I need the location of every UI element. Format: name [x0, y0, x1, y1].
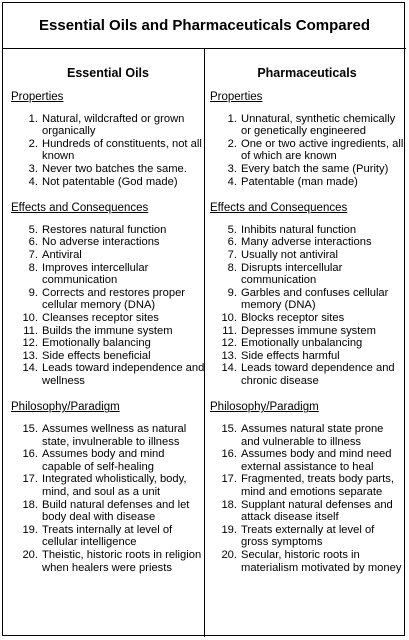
- list-item: [11, 176, 205, 189]
- item-number: 6.: [227, 236, 237, 249]
- item-text: Treats externally at level of gross symptoms: [241, 523, 375, 549]
- list-item: [210, 325, 404, 338]
- list-item: [11, 262, 205, 287]
- list-item: [11, 113, 205, 138]
- item-text: No adverse interactions: [42, 236, 160, 249]
- item-text: One or two active ingredients, all of which are known: [241, 137, 404, 163]
- item-number: 20.: [221, 549, 237, 561]
- list-item: [210, 262, 404, 287]
- list-item: [210, 236, 404, 249]
- section-title: Properties: [11, 91, 64, 103]
- item-number: 14.: [221, 362, 237, 375]
- item-text: Depresses immune system: [241, 324, 376, 337]
- section-title: Effects and Consequences: [11, 202, 149, 215]
- item-text: Assumes natural state prone and vulnerable to illness: [241, 423, 384, 448]
- list-item: [11, 138, 205, 163]
- item-text: Never two batches the same.: [42, 162, 187, 175]
- item-text: Assumes wellness as natural state, invulnerable to illness: [42, 423, 187, 448]
- list-item: [210, 312, 404, 325]
- list-item: [210, 224, 404, 237]
- column-heading: Pharmaceuticals: [257, 66, 357, 80]
- item-text: Emotionally unbalancing: [241, 337, 363, 350]
- list-item: [11, 448, 205, 473]
- item-number: 8.: [227, 261, 237, 274]
- item-text: Every batch the same (Purity): [241, 162, 389, 175]
- column-essential-oils: [11, 49, 205, 574]
- item-number: 5.: [28, 223, 38, 236]
- item-number: 15.: [22, 423, 38, 436]
- item-number: 11.: [222, 324, 237, 337]
- item-text: Treats internally at level of cellular intelligence: [42, 523, 173, 549]
- item-number: 3.: [227, 162, 237, 175]
- list-item: [11, 236, 205, 249]
- table-title: Essential Oils and Pharmaceuticals Compared: [3, 3, 406, 49]
- list-item: [11, 499, 205, 524]
- section-title: Properties: [210, 91, 263, 103]
- item-number: 12.: [22, 337, 38, 350]
- item-text: Garbles and confuses cellular memory (DNA): [241, 286, 389, 312]
- item-text: Hundreds of constituents, not all known: [42, 137, 202, 163]
- list-item: [11, 249, 205, 262]
- item-text: Blocks receptor sites: [241, 311, 345, 324]
- item-text: Cleanses receptor sites: [42, 311, 159, 324]
- column-heading: Essential Oils: [67, 66, 149, 80]
- list-item: [210, 176, 404, 189]
- item-text: Corrects and restores proper cellular memory (DNA): [42, 286, 186, 312]
- item-number: 6.: [28, 236, 38, 249]
- item-text: Restores natural function: [42, 223, 167, 236]
- item-number: 2.: [28, 137, 38, 150]
- list-item: [210, 163, 404, 176]
- list-item: [210, 113, 404, 138]
- item-number: 15.: [221, 423, 237, 436]
- item-number: 4.: [227, 175, 237, 188]
- item-text: Leads toward dependence and chronic disease: [241, 362, 395, 387]
- list-item: [210, 362, 404, 387]
- item-text: Leads toward independence and wellness: [42, 362, 205, 387]
- item-text: Build natural defenses and let body deal with disease: [42, 498, 190, 524]
- list-item: [210, 249, 404, 262]
- item-number: 13.: [22, 349, 38, 362]
- item-text: Inhibits natural function: [241, 223, 357, 236]
- item-number: 13.: [221, 349, 237, 362]
- item-number: 19.: [22, 523, 38, 536]
- item-text: Assumes body and mind capable of self-healing: [42, 448, 165, 473]
- item-text: Theistic, historic roots in religion when healers were priests: [42, 549, 202, 574]
- list-item: [210, 499, 404, 524]
- list-item: [210, 473, 404, 498]
- item-number: 7.: [28, 248, 38, 261]
- item-number: 9.: [28, 286, 38, 299]
- list-item: [210, 423, 404, 448]
- list-item: [11, 524, 205, 549]
- item-text: Supplant natural defenses and attack disease itself: [241, 498, 393, 524]
- item-number: 18.: [22, 498, 38, 511]
- item-text: Improves intercellular communication: [42, 261, 149, 287]
- item-number: 2.: [227, 137, 237, 150]
- item-text: Assumes body and mind need external assistance to heal: [241, 448, 392, 473]
- item-number: 17.: [22, 473, 38, 486]
- item-text: Side effects beneficial: [42, 349, 151, 362]
- section-title: Philosophy/Paradigm: [11, 401, 120, 414]
- list-item: [11, 312, 205, 325]
- item-text: Emotionally balancing: [42, 337, 151, 350]
- item-number: 4.: [28, 175, 38, 188]
- item-text: Fragmented, treats body parts, mind and emotions separate: [241, 473, 394, 499]
- item-text: Many adverse interactions: [241, 236, 372, 249]
- item-text: Natural, wildcrafted or grown organically: [42, 112, 185, 138]
- item-text: Side effects harmful: [241, 349, 340, 362]
- list-item: [210, 549, 404, 574]
- item-number: 1.: [28, 112, 38, 125]
- item-number: 3.: [28, 162, 38, 175]
- item-number: 17.: [221, 473, 237, 486]
- list-item: [11, 362, 205, 387]
- list-item: [210, 350, 404, 363]
- comparison-table: [2, 2, 405, 636]
- item-text: Antiviral: [42, 248, 82, 261]
- item-text: Integrated wholistically, body, mind, and soul as a unit: [42, 473, 187, 499]
- item-number: 16.: [22, 448, 38, 461]
- column-pharmaceuticals: [210, 49, 404, 574]
- item-text: Unnatural, synthetic chemically or genetically engineered: [241, 112, 396, 138]
- list-item: [11, 350, 205, 363]
- item-number: 11.: [23, 324, 38, 337]
- item-number: 16.: [221, 448, 237, 461]
- list-item: [210, 337, 404, 350]
- item-number: 7.: [227, 248, 237, 261]
- list-item: [11, 473, 205, 498]
- item-number: 10.: [221, 311, 237, 324]
- list-item: [11, 325, 205, 338]
- item-number: 1.: [227, 112, 237, 125]
- list-item: [210, 448, 404, 473]
- item-text: Disrupts intercellular communication: [241, 261, 343, 287]
- list-item: [210, 138, 404, 163]
- item-number: 18.: [221, 498, 237, 511]
- list-item: [11, 224, 205, 237]
- list-item: [210, 524, 404, 549]
- list-item: [11, 549, 205, 574]
- item-text: Secular, historic roots in materialism motivated by money: [241, 549, 402, 574]
- item-number: 14.: [22, 362, 38, 375]
- item-number: 20.: [22, 549, 38, 561]
- item-number: 8.: [28, 261, 38, 274]
- list-item: [11, 163, 205, 176]
- item-text: Usually not antiviral: [241, 248, 339, 261]
- item-number: 12.: [221, 337, 237, 350]
- item-number: 19.: [221, 523, 237, 536]
- list-item: [11, 287, 205, 312]
- item-text: Not patentable (God made): [42, 175, 178, 188]
- item-number: 5.: [227, 223, 237, 236]
- item-text: Builds the immune system: [42, 324, 173, 337]
- list-item: [11, 337, 205, 350]
- list-item: [210, 287, 404, 312]
- item-number: 9.: [227, 286, 237, 299]
- item-text: Patentable (man made): [241, 175, 358, 188]
- list-item: [11, 423, 205, 448]
- section-title: Philosophy/Paradigm: [210, 401, 319, 414]
- item-number: 10.: [22, 311, 38, 324]
- section-title: Effects and Consequences: [210, 202, 348, 215]
